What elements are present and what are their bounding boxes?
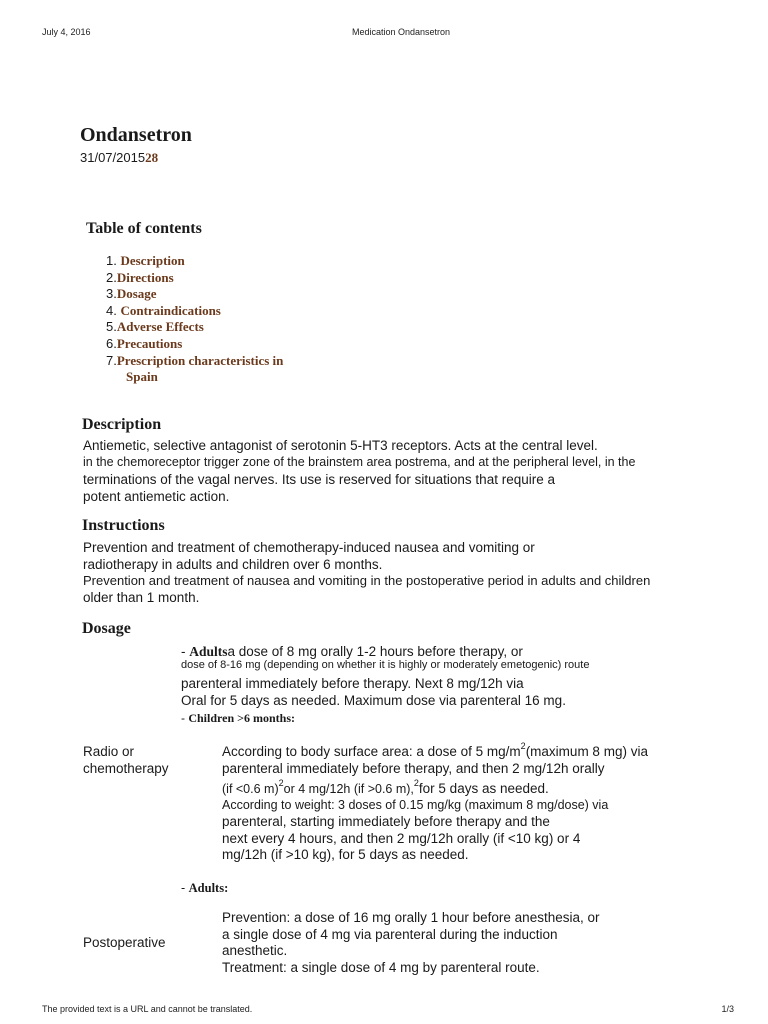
toc-list	[106, 253, 283, 386]
instructions-heading: Instructions	[82, 517, 165, 534]
adults-label: Adults:	[188, 881, 229, 895]
toc-link[interactable]: Contraindications	[120, 302, 221, 318]
description-line: potent antiemetic action.	[83, 489, 230, 504]
children-heading	[181, 710, 295, 727]
toc-number: 7.	[106, 352, 117, 368]
toc-link[interactable]: Precautions	[116, 335, 183, 351]
adults-dash: -	[181, 881, 189, 895]
description-line: terminations of the vagal nerves. Its use is reserved for situations that require a	[83, 472, 555, 487]
radio-dose-text: for 5 days as needed.	[418, 781, 549, 796]
adults-dose-line: dose of 8-16 mg (depending on whether it is highly or moderately emetogenic) route	[181, 659, 590, 671]
radio-label-line: chemotherapy	[83, 761, 169, 776]
radio-dose-line: next every 4 hours, and then 2 mg/12h orally (if <10 kg) or 4	[222, 831, 581, 846]
radio-dose-line: mg/12h (if >10 kg), for 5 days as needed.	[222, 847, 469, 862]
toc-item-directions[interactable]	[106, 270, 283, 287]
toc-link[interactable]: Spain	[126, 369, 158, 385]
adults-dose-text: a dose of 8 mg orally 1-2 hours before therapy, or	[227, 644, 523, 659]
toc-item-description[interactable]	[106, 253, 283, 270]
dosage-heading: Dosage	[82, 620, 131, 637]
adults-dose-line: parenteral immediately before therapy. Next 8 mg/12h via	[181, 676, 524, 691]
radio-dose-text: (maximum 8 mg) via	[525, 744, 648, 759]
adults-dose-line: Oral for 5 days as needed. Maximum dose via parenteral 16 mg.	[181, 693, 566, 708]
instructions-line: Prevention and treatment of nausea and vomiting in the postoperative period in adults and children	[83, 573, 651, 588]
radio-dose-line: parenteral immediately before therapy, and then 2 mg/12h orally	[222, 761, 605, 776]
description-line: in the chemoreceptor trigger zone of the brainstem area postrema, and at the peripheral level, in the	[83, 455, 636, 469]
toc-link[interactable]: Prescription characteristics in	[116, 352, 284, 368]
postop-dose-line: Prevention: a dose of 16 mg orally 1 hour before anesthesia, or	[222, 910, 600, 925]
postoperative-label: Postoperative	[83, 935, 166, 950]
postop-dose-line: Treatment: a single dose of 4 mg by parenteral route.	[222, 960, 540, 975]
toc-item-precautions[interactable]	[106, 336, 283, 353]
toc-heading: Table of contents	[86, 220, 202, 237]
print-date: July 4, 2016	[42, 27, 91, 37]
adults-label: Adults	[189, 644, 228, 659]
toc-number: 4.	[106, 302, 121, 318]
instructions-line: Prevention and treatment of chemotherapy-induced nausea and vomiting or	[83, 540, 535, 555]
toc-number: 5.	[106, 319, 117, 335]
adults-postop-heading	[181, 880, 228, 897]
doc-date	[80, 150, 158, 166]
toc-link[interactable]: Adverse Effects	[116, 319, 204, 335]
page-title: Ondansetron	[80, 124, 192, 146]
radio-label-line: Radio or	[83, 744, 135, 759]
radio-dose-text: According to body surface area: a dose of 5 mg/m	[222, 744, 521, 759]
description-heading: Description	[82, 416, 162, 433]
toc-item-prescription-cont[interactable]	[106, 369, 283, 386]
page-number: 1/3	[721, 1004, 734, 1014]
superscript: 2	[413, 778, 419, 788]
toc-number: 2.	[106, 269, 117, 285]
toc-link[interactable]: Description	[120, 253, 185, 268]
radio-dose-line: parenteral, starting immediately before therapy and the	[222, 814, 550, 829]
toc-item-adverse-effects[interactable]	[106, 319, 283, 336]
superscript: 2	[520, 741, 526, 751]
toc-item-contraindications[interactable]	[106, 303, 283, 320]
radio-dose-line: According to weight: 3 doses of 0.15 mg/kg (maximum 8 mg/dose) via	[222, 798, 609, 812]
postop-dose-line: a single dose of 4 mg via parenteral during the induction	[222, 927, 558, 942]
toc-number: 1.	[106, 253, 121, 268]
description-line: Antiemetic, selective antagonist of serotonin 5-HT3 receptors. Acts at the central level.	[83, 438, 598, 453]
children-label: Children >6 months:	[188, 711, 295, 725]
superscript: 2	[278, 778, 284, 788]
print-title: Medication Ondansetron	[352, 27, 451, 37]
instructions-line: older than 1 month.	[83, 590, 200, 605]
doc-date-link[interactable]: 28	[145, 150, 159, 165]
radio-dose-text: (if <0.6 m)	[222, 782, 279, 796]
toc-link[interactable]: Directions	[116, 269, 174, 285]
radio-chemo-label	[83, 743, 169, 777]
instructions-line: radiotherapy in adults and children over 6 months.	[83, 557, 383, 572]
footer-url-note: The provided text is a URL and cannot be translated.	[42, 1004, 253, 1014]
toc-number: 6.	[106, 335, 117, 351]
toc-item-prescription[interactable]	[106, 353, 283, 370]
toc-link[interactable]: Dosage	[116, 286, 157, 302]
doc-date-text: 31/07/2015	[80, 150, 146, 165]
adults-dash: -	[181, 644, 190, 659]
children-dash: -	[181, 711, 189, 725]
radio-dose-text: or 4 mg/12h (if >0.6 m),	[283, 782, 414, 796]
postop-dose-line: anesthetic.	[222, 943, 288, 958]
toc-number: 3.	[106, 286, 117, 302]
toc-item-dosage[interactable]	[106, 286, 283, 303]
